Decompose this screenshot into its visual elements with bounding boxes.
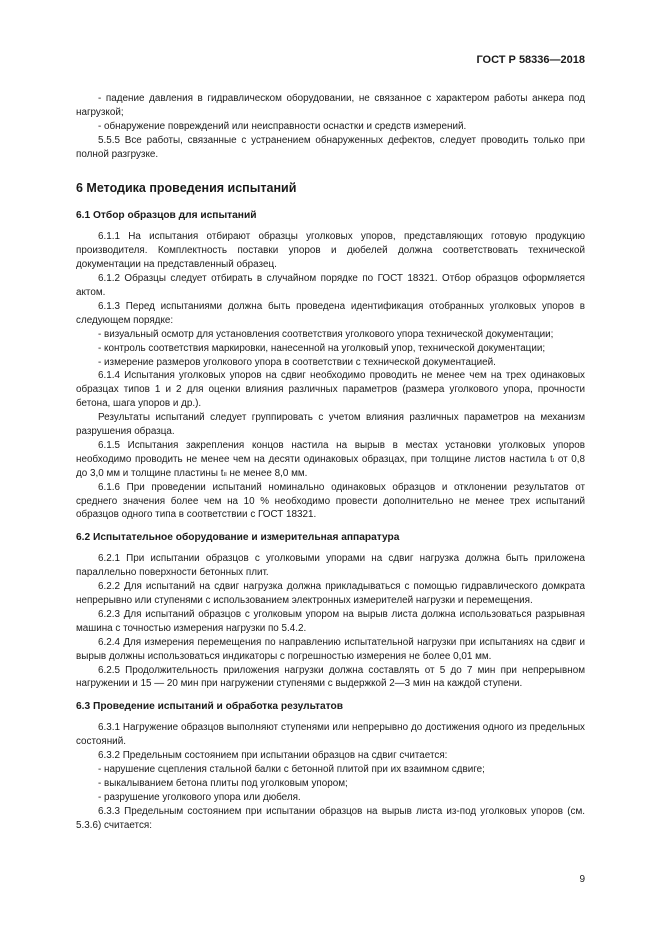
subsection-heading: 6.3 Проведение испытаний и обработка результатов [76,701,343,713]
paragraph: 6.1.4 Испытания уголковых упоров на сдвиг необходимо проводить не менее чем на трех одинаковых образцах типов 1 и 2 для оценки влияния различных параметров (размера уголкового упора, прочности бетона, шага упоров и др.). [76,370,585,410]
paragraph: 6.1.1 На испытания отбирают образцы уголковых упоров, представляющих готовую продукцию производителя. Комплектность поставки упоров и дюбелей должна соответствовать технической документации на представленный образец. [76,231,585,271]
paragraph: 6.2.3 Для испытаний образцов с уголковым упором на вырыв листа должна использоваться разрывная машина с точностью измерения нагрузки по 5.4.2. [76,608,585,634]
paragraph: - обнаружение повреждений или неисправности оснастки и средств измерений. [98,120,467,132]
page-number: 9 [579,874,585,885]
paragraph: 6.3.3 Предельным состоянием при испытании образцов на вырыв листа из-под уголковых упоров (см. 5.3.6) считается: [76,805,585,831]
paragraph: - контроль соответствия маркировки, нанесенной на уголковый упор, технической документации; [98,342,546,354]
paragraph: 5.5.5 Все работы, связанные с устранением обнаруженных дефектов, следует проводить только при полной разгрузке. [76,134,585,160]
paragraph: Результаты испытаний следует группировать с учетом влияния различных параметров на механизм разрушения образца. [76,412,585,438]
paragraph: 6.3.1 Нагружение образцов выполняют ступенями или непрерывно до достижения одного из предельных состояний. [76,722,585,748]
paragraph: 6.1.6 При проведении испытаний номинально одинаковых образцов и отклонении результатов от среднего значения более чем на 10 % необходимо провести дополнительно не менее трех испытаний образцов одного типа в соответствии с ГОСТ 18321. [76,481,585,521]
paragraph: - измерение размеров уголкового упора в соответствии с технической документацией. [98,356,496,368]
paragraph: - падение давления в гидравлическом оборудовании, не связанное с характером работы анкера под нагрузкой; [76,93,585,118]
paragraph: 6.2.4 Для измерения перемещения по направлению испытательной нагрузки при испытаниях на сдвиг и вырыв должны использоваться индикаторы с погрешностью измерения не более 0,01 мм. [76,636,585,662]
paragraph: 6.1.2 Образцы следует отбирать в случайном порядке по ГОСТ 18321. Отбор образцов оформляется актом. [76,273,585,298]
document-code: ГОСТ Р 58336—2018 [476,54,585,66]
paragraph: 6.2.1 При испытании образцов с уголковыми упорами на сдвиг нагрузка должна быть приложена параллельно поверхности бетонных плит. [76,553,585,579]
subsection-heading: 6.2 Испытательное оборудование и измерительная аппаратура [76,532,400,544]
paragraph: - нарушение сцепления стальной балки с бетонной плитой при их взаимном сдвиге; [98,763,485,775]
paragraph: - визуальный осмотр для установления соответствия уголкового упора технической документации; [98,328,554,340]
paragraph: - выкалыванием бетона плиты под уголковым упором; [98,777,348,789]
paragraph: 6.2.5 Продолжительность приложения нагрузки должна составлять от 5 до 7 мин при непрерывном нагружении и 15 — 20 мин при нагружении ступенями с выдержкой 2—3 мин на каждой ступени. [76,664,585,690]
paragraph: - разрушение уголкового упора или дюбеля. [98,791,301,803]
paragraph: 6.1.3 Перед испытаниями должна быть проведена идентификация отобранных уголковых упоров в следующем порядке: [76,300,585,326]
document-body [76,92,585,833]
paragraph: 6.3.2 Предельным состоянием при испытании образцов на сдвиг считается: [98,750,448,762]
paragraph: 6.2.2 Для испытаний на сдвиг нагрузка должна прикладываться с помощью гидравлического домкрата непрерывно или ступенями с использованием электронных измерителей нагрузки и перемещения. [76,581,585,606]
paragraph: 6.1.5 Испытания закрепления концов настила на вырыв в местах установки уголковых упоров необходимо проводить не менее чем на десяти одинаковых образцах, при толщине листов настила tₗ от 0,8 до 3,0 мм и толщине пластины tₗₗ не менее 8,0 мм. [76,439,585,479]
section-heading: 6 Методика проведения испытаний [76,180,297,195]
subsection-heading: 6.1 Отбор образцов для испытаний [76,210,257,222]
